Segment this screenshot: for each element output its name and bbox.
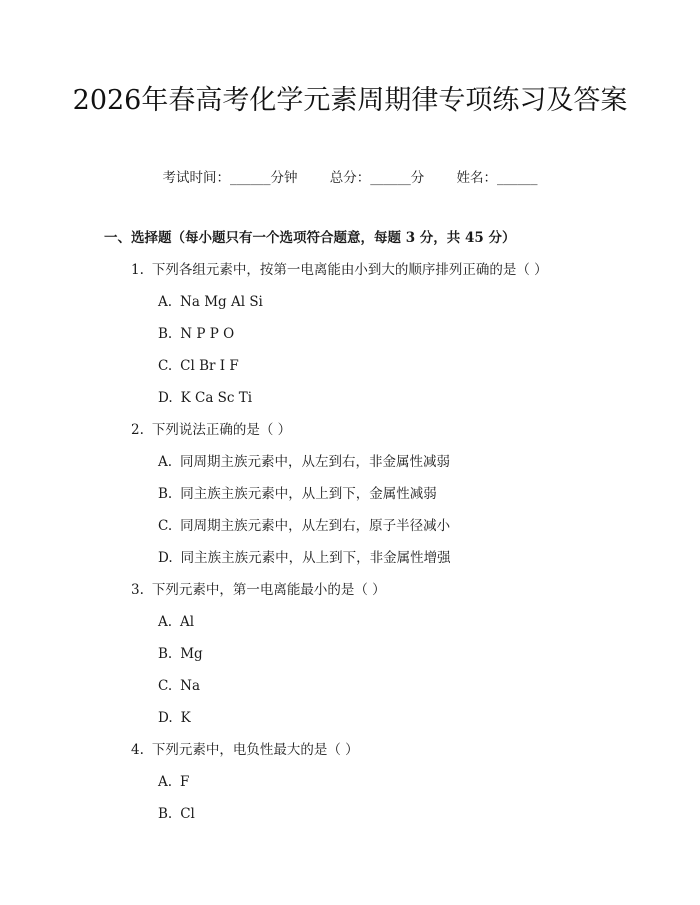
exam-meta [0, 169, 700, 187]
section-heading: 一、选择题（每小题只有一个选项符合题意，每题 3 分，共 45 分） [104, 230, 516, 246]
option-letter: B. [158, 486, 173, 502]
option-2a [158, 453, 450, 471]
option-3a [158, 613, 194, 631]
option-letter: B. [158, 646, 173, 662]
option-2d [158, 549, 451, 567]
option-3c [158, 677, 200, 695]
option-text: K Ca Sc Ti [180, 390, 253, 406]
question-1 [131, 261, 548, 279]
question-number: 4. [131, 742, 144, 758]
option-2b [158, 485, 437, 503]
option-text: 同主族主族元素中，从上到下，金属性减弱 [180, 486, 437, 502]
question-text: 下列元素中，电负性最大的是（ ） [151, 742, 359, 758]
total-score-field: 总分：______分 [329, 170, 425, 186]
option-letter: C. [158, 358, 173, 374]
student-name-field: 姓名：______ [456, 170, 538, 186]
option-letter: A. [158, 454, 173, 470]
option-text: Na [180, 678, 201, 694]
question-number: 3. [131, 582, 144, 598]
question-3 [131, 581, 386, 599]
option-text: N P P O [180, 326, 235, 342]
question-text: 下列元素中，第一电离能最小的是（ ） [151, 582, 386, 598]
option-text: Na Mg Al Si [180, 294, 263, 310]
question-text: 下列各组元素中，按第一电离能由小到大的顺序排列正确的是（ ） [151, 262, 548, 278]
question-2 [131, 421, 291, 439]
option-text: Mg [180, 646, 203, 662]
option-3b [158, 645, 203, 663]
option-letter: A. [158, 774, 173, 790]
question-4 [131, 741, 359, 759]
option-2c [158, 517, 450, 535]
option-letter: D. [158, 390, 173, 406]
option-letter: D. [158, 710, 173, 726]
option-3d [158, 709, 191, 727]
option-1a [158, 293, 263, 311]
option-text: Cl [180, 806, 195, 822]
option-text: 同周期主族元素中，从左到右，非金属性减弱 [180, 454, 451, 470]
question-number: 1. [131, 262, 144, 278]
question-number: 2. [131, 422, 144, 438]
option-text: Al [180, 614, 195, 630]
option-1d [158, 389, 252, 407]
option-4a [158, 773, 189, 791]
option-text: F [180, 774, 190, 790]
option-text: Cl Br I F [180, 358, 239, 374]
option-letter: A. [158, 294, 173, 310]
option-text: 同主族主族元素中，从上到下，非金属性增强 [180, 550, 451, 566]
option-text: 同周期主族元素中，从左到右，原子半径减小 [180, 518, 451, 534]
option-text: K [180, 710, 191, 726]
question-text: 下列说法正确的是（ ） [151, 422, 292, 438]
option-letter: B. [158, 806, 173, 822]
option-letter: C. [158, 518, 173, 534]
exam-time-field: 考试时间：______分钟 [162, 170, 298, 186]
option-letter: C. [158, 678, 173, 694]
option-letter: B. [158, 326, 173, 342]
option-1c [158, 357, 239, 375]
option-letter: A. [158, 614, 173, 630]
option-4b [158, 805, 195, 823]
option-letter: D. [158, 550, 173, 566]
document-title: 2026年春高考化学元素周期律专项练习及答案 [72, 85, 628, 116]
option-1b [158, 325, 234, 343]
